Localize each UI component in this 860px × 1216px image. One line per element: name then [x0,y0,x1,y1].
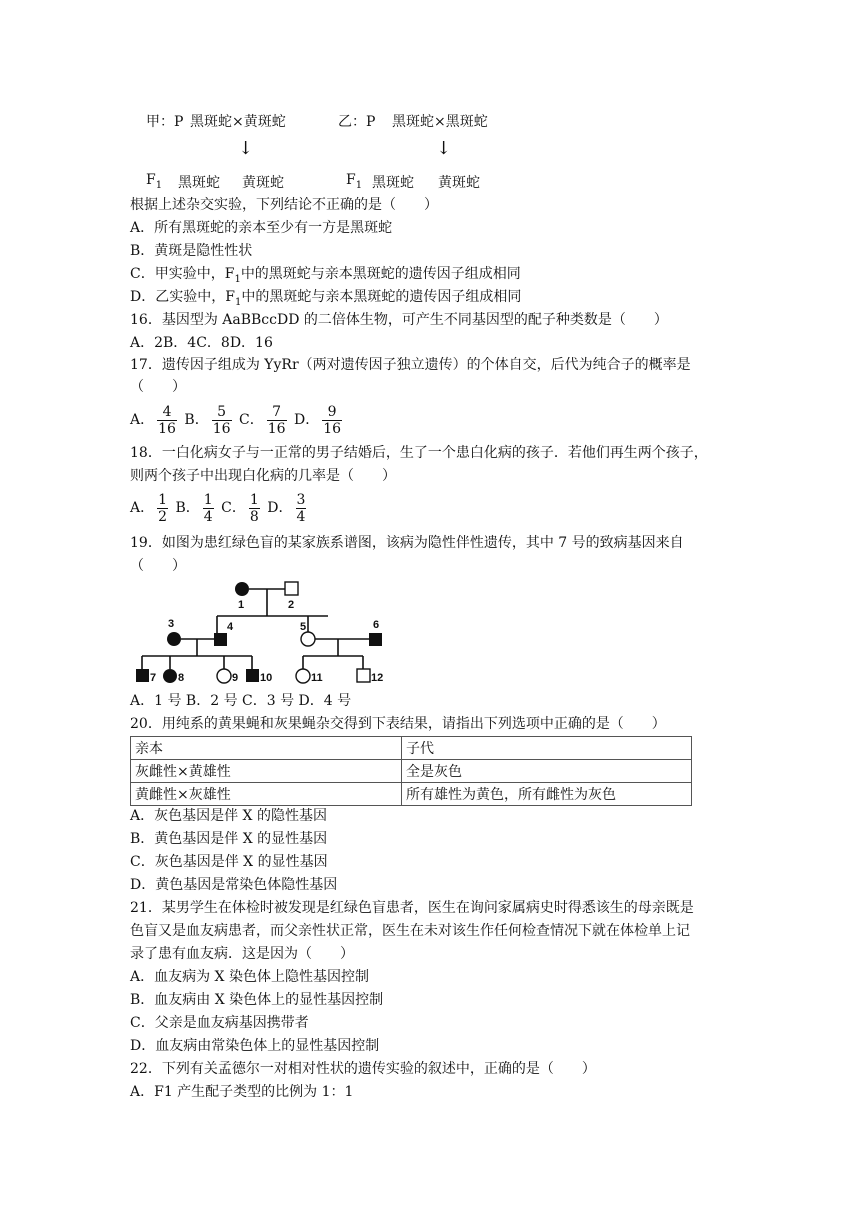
fraction: $\frac{7}{16}$ [267,403,286,437]
pedigree-individual-10 [246,669,259,682]
pedigree-individual-5 [301,632,315,646]
pedigree-individual-2 [285,582,298,595]
q20-stem: 20．用纯系的黄果蝇和灰果蝇杂交得到下表结果，请指出下列选项中正确的是（ ） [130,716,666,732]
q20-option-c: C．灰色基因是伴 X 的显性基因 [130,854,328,870]
pedigree-diagram [128,576,398,690]
fraction: $\frac{4}{16}$ [158,403,176,437]
cross-yi-f1: $F_1$ [346,172,363,191]
q17-options: A． $\frac{4}{16}$ B． $\frac{5}{16}$ C． $\frac{7}{16}$ D． $\frac{9}{16}$ [130,403,342,437]
pedigree-label-5: 5 [300,621,307,633]
q18-stem-line1: 18．一白化病女子与一正常的男子结婚后，生了一个患白化病的孩子．若他们再生两个孩子， [130,445,708,461]
q21-option-d: D．血友病由常染色体上的显性基因控制 [130,1038,380,1054]
pedigree-label-7: 7 [150,672,157,684]
fraction: $\frac{1}{8}$ [249,491,259,525]
down-arrow-icon: ↓ [238,138,254,159]
table-cell: 全是灰色 [402,760,692,783]
cross-jia-parents: 黑斑蛇×黄斑蛇 [190,114,286,130]
pedigree-individual-8 [163,669,177,683]
cross-yi-parents: 黑斑蛇×黑斑蛇 [392,114,488,130]
table-row [131,783,692,806]
q22-option-a: A．F1 产生配子类型的比例为 1：1 [130,1084,354,1100]
pedigree-individual-12 [357,669,370,682]
q15-option-a: A．所有黑斑蛇的亲本至少有一方是黑斑蛇 [130,220,393,236]
q19-stem-line1: 19．如图为患红绿色盲的某家族系谱图，该病为隐性伴性遗传，其中 7 号的致病基因来自 [130,535,684,551]
down-arrow-icon: ↓ [436,138,452,159]
pedigree-label-6: 6 [373,619,380,631]
cross-jia-offspring-black: 黑斑蛇 [178,175,220,191]
q21-stem-line3: 录了患有血友病．这是因为（ ） [130,946,354,962]
fraction: $\frac{1}{2}$ [158,491,168,525]
fraction: $\frac{5}{16}$ [212,403,231,437]
pedigree-individual-9 [217,669,231,683]
q18-stem-line2: 则两个孩子中出现白化病的几率是（ ） [130,468,396,484]
fraction: $\frac{3}{4}$ [296,491,306,525]
q20-option-b: B．黄色基因是伴 X 的显性基因 [130,831,328,847]
q21-stem-line2: 色盲又是血友病患者，而父亲性状正常，医生在未对该生作任何检查情况下就在体检单上记 [130,923,690,939]
table-header-row [131,737,692,760]
q20-option-a: A．灰色基因是伴 X 的隐性基因 [130,808,327,824]
table-header-cell: 亲本 [131,737,402,760]
pedigree-individual-6 [369,633,382,646]
pedigree-individual-4 [214,633,227,646]
q21-stem-line1: 21．某男学生在体检时被发现是红绿色盲患者，医生在询问家属病史时得悉该生的母亲既是 [130,900,694,916]
q16-options: A．2B．4C．8D．16 [130,335,273,351]
table-cell: 所有雄性为黄色，所有雌性为灰色 [402,783,692,806]
pedigree-label-8: 8 [178,672,185,684]
cross-yi-offspring-yellow: 黄斑蛇 [438,175,480,191]
pedigree-label-1: 1 [238,599,245,611]
table-row [131,760,692,783]
fraction: $\frac{1}{4}$ [203,491,213,525]
pedigree-label-9: 9 [232,672,239,684]
q21-option-b: B．血友病由 X 染色体上的显性基因控制 [130,992,384,1008]
q15-option-b: B．黄斑是隐性性状 [130,243,253,259]
q20-table [130,736,692,806]
pedigree-label-4: 4 [227,621,234,633]
q18-options: A． $\frac{1}{2}$ B． $\frac{1}{4}$ C． $\frac{1}{8}$ D． $\frac{3}{4}$ [130,491,306,525]
cross-jia-f1: $F_1$ [146,172,163,191]
q16-stem: 16．基因型为 AaBBccDD 的二倍体生物，可产生不同基因型的配子种类数是（ ） [130,312,668,328]
cross-yi-offspring-black: 黑斑蛇 [372,175,414,191]
q19-options: A．1 号 B．2 号 C．3 号 D．4 号 [130,693,352,709]
q21-option-c: C．父亲是血友病基因携带者 [130,1015,309,1031]
pedigree-label-12: 12 [371,672,384,684]
q15-option-c: C．甲实验中，$F_1$中的黑斑蛇与亲本黑斑蛇的遗传因子组成相同 [130,266,521,285]
pedigree-label-2: 2 [288,599,295,611]
table-header-cell: 子代 [402,737,692,760]
q20-option-d: D．黄色基因是常染色体隐性基因 [130,877,338,893]
q17-stem-line2: （ ） [130,379,186,395]
pedigree-label-3: 3 [168,618,175,630]
pedigree-individual-11 [296,669,310,683]
q17-stem-line1: 17．遗传因子组成为 YyRr（两对遗传因子独立遗传）的个体自交，后代为纯合子的概率是 [130,357,691,373]
fraction: $\frac{9}{16}$ [323,403,342,437]
q15-stem: 根据上述杂交实验，下列结论不正确的是（ ） [130,197,438,213]
q15-option-d: D．乙实验中，$F_1$中的黑斑蛇与亲本黑斑蛇的遗传因子组成相同 [130,289,522,308]
pedigree-individual-1 [235,582,249,596]
cross-jia-label: 甲：P [146,114,184,130]
cross-jia-offspring-yellow: 黄斑蛇 [242,175,284,191]
pedigree-label-11: 11 [311,672,323,684]
q19-stem-line2: （ ） [130,558,186,574]
pedigree-individual-7 [136,669,149,682]
pedigree-label-10: 10 [260,672,273,684]
q21-option-a: A．血友病为 X 染色体上隐性基因控制 [130,969,369,985]
cross-yi-label: 乙：P [338,114,376,130]
table-cell: 黄雌性×灰雄性 [131,783,402,806]
pedigree-individual-3 [167,632,181,646]
table-cell: 灰雌性×黄雄性 [131,760,402,783]
q22-stem: 22．下列有关孟德尔一对相对性状的遗传实验的叙述中，正确的是（ ） [130,1061,596,1077]
